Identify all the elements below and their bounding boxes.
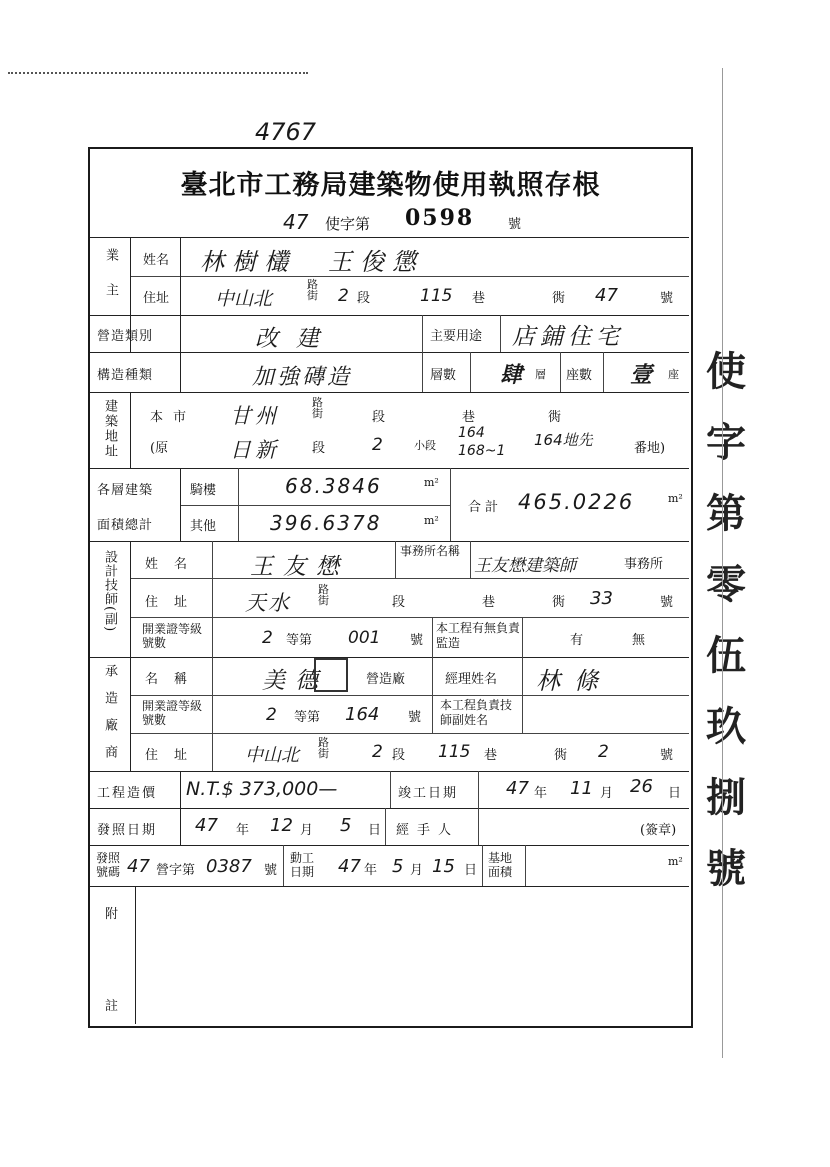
rule <box>432 657 433 733</box>
contractor-license-label: 開業證等級號數 <box>142 699 203 727</box>
contractor-lane-value: 115 <box>438 742 471 762</box>
permit-prefix: 使字第 <box>325 215 371 233</box>
designer-grade-value: 2 <box>262 628 273 648</box>
rule <box>180 468 181 541</box>
contractor-grade-label: 等第 <box>294 710 321 725</box>
margin-char: 伍 <box>706 632 746 679</box>
designer-road-value: 天水 <box>245 591 291 615</box>
issue-month-label: 月 <box>300 823 314 838</box>
rule <box>135 886 136 1024</box>
count-label: 座數 <box>566 368 593 383</box>
rule <box>90 657 689 658</box>
rule <box>500 315 501 352</box>
designer-office-label: 事務所名稱 <box>400 544 461 558</box>
rule <box>470 352 471 392</box>
completion-year: 47 <box>506 778 529 799</box>
margin-edge-line <box>722 68 723 1058</box>
margin-char: 字 <box>706 419 746 466</box>
engineer-label: 本工程負責技師副姓名 <box>440 698 513 727</box>
rule <box>180 237 181 315</box>
owner-name-label: 姓名 <box>143 253 170 268</box>
site-subsection-value: 2 <box>372 435 383 455</box>
designer-number-value: 33 <box>590 588 613 609</box>
rule <box>90 886 689 887</box>
count-value: 壹 <box>630 363 653 388</box>
designer-office-value: 王友懋建築師 <box>474 556 576 576</box>
rule <box>238 468 239 541</box>
contractor-alley-label: 衖 <box>554 748 568 763</box>
margin-stamp <box>706 340 766 894</box>
remarks-label-2: 註 <box>105 999 119 1014</box>
designer-license-suffix: 號 <box>410 633 424 648</box>
issue-year-label: 年 <box>236 823 250 838</box>
site-group-label: 建築地址 <box>102 399 117 459</box>
site-alley-label: 衖 <box>548 410 562 425</box>
start-date-label: 動工日期 <box>290 851 315 879</box>
rule <box>482 845 483 886</box>
rule <box>180 808 181 845</box>
issue-day: 5 <box>340 815 352 836</box>
completion-year-label: 年 <box>534 786 548 801</box>
rule <box>422 315 423 352</box>
base-area-unit: m² <box>668 855 683 868</box>
rule <box>180 505 450 506</box>
issue-year: 47 <box>195 815 218 836</box>
start-year-label: 年 <box>364 863 378 878</box>
owner-lane-value: 115 <box>420 286 453 306</box>
designer-road-label: 路 街 <box>318 583 329 607</box>
rule <box>130 733 689 734</box>
margin-char: 第 <box>706 490 746 537</box>
contractor-road-value: 中山北 <box>245 745 299 766</box>
total-area-unit: m² <box>668 492 683 505</box>
other-area-unit: m² <box>424 514 439 527</box>
structure-type-label: 構造種類 <box>97 368 154 383</box>
building-permit-label: 發照號碼 <box>96 851 121 879</box>
issue-date-label: 發照日期 <box>97 823 158 838</box>
completion-month-label: 月 <box>600 786 614 801</box>
owner-section-value: 2 <box>338 286 349 306</box>
owner-number-value: 47 <box>595 285 618 306</box>
floors-unit: 層 <box>535 368 546 381</box>
owner-road-value: 中山北 <box>215 288 273 310</box>
building-permit-year: 47 <box>127 856 150 877</box>
construction-category-label: 營造類別 <box>97 329 154 344</box>
rule <box>478 771 479 808</box>
construction-category-value: 改建 <box>255 326 337 352</box>
designer-number-label: 號 <box>660 595 674 610</box>
designer-license-value: 001 <box>348 628 381 648</box>
contractor-address-label: 住址 <box>145 748 204 763</box>
designer-address-label: 住址 <box>145 595 204 610</box>
contractor-number-label: 號 <box>660 748 674 763</box>
floor-area-label-1: 各層建築 <box>97 483 154 498</box>
total-area-label: 合計 <box>468 500 503 515</box>
contractor-grade-value: 2 <box>266 705 277 725</box>
owner-number-label: 號 <box>660 291 674 306</box>
structure-type-value: 加強磚造 <box>252 365 353 390</box>
designer-grade-label: 等第 <box>286 633 313 648</box>
document-title: 臺北市工務局建築物使用執照存根 <box>180 170 601 201</box>
site-road-label: 路 街 <box>312 396 323 420</box>
designer-license-label: 開業證等級號數 <box>142 622 203 650</box>
site-lot-label: 番地) <box>634 441 666 456</box>
contractor-section-label: 段 <box>392 748 406 763</box>
manager-label: 經理姓名 <box>445 672 498 687</box>
contractor-license-value: 164 <box>345 704 380 725</box>
supervise-yes: 有 <box>570 633 584 648</box>
margin-char: 使 <box>706 348 746 395</box>
designer-office-suffix: 事務所 <box>624 557 664 572</box>
site-duan-label: 段 <box>312 441 326 456</box>
rule <box>395 541 396 578</box>
contractor-section-value: 2 <box>372 742 383 762</box>
designer-section-label: 段 <box>392 595 406 610</box>
site-district-value: 日新 <box>230 438 280 462</box>
count-unit: 座 <box>668 368 679 381</box>
site-subsection-label: 小段 <box>414 439 436 452</box>
rule <box>130 578 689 579</box>
site-original-label: (原 <box>150 441 169 456</box>
cost-value: N.T.$ 373,000— <box>186 778 338 800</box>
scan-noise <box>8 72 308 74</box>
rule <box>90 541 689 542</box>
floors-value: 肆 <box>500 363 523 388</box>
supervise-label: 本工程有無負責監造 <box>436 621 521 650</box>
total-area-value: 465.0226 <box>518 490 635 514</box>
start-month-label: 月 <box>410 863 424 878</box>
contractor-number-value: 2 <box>598 742 609 762</box>
supervise-no: 無 <box>632 633 646 648</box>
handler-label: 經手人 <box>396 823 460 838</box>
contractor-name-label: 名稱 <box>145 672 204 687</box>
margin-char: 玖 <box>706 703 746 750</box>
contractor-road-label: 路 街 <box>318 736 329 760</box>
contractor-name-value: 美德 <box>262 668 328 694</box>
rule <box>390 771 391 808</box>
manager-value: 林條 <box>536 667 612 695</box>
start-day-label: 日 <box>464 863 478 878</box>
seal-label: (簽章) <box>640 823 677 838</box>
rule <box>560 352 561 392</box>
main-use-label: 主要用途 <box>430 329 483 344</box>
site-road-value: 甘州 <box>230 404 280 428</box>
floors-label: 層數 <box>430 368 457 383</box>
rule <box>525 845 526 886</box>
rule <box>450 468 451 541</box>
start-year: 47 <box>338 856 361 877</box>
owner-name-value: 林樹欉 王俊懲 <box>200 248 424 276</box>
completion-date-label: 竣工日期 <box>398 786 459 801</box>
contractor-group-label: 承造廠商 <box>102 664 117 772</box>
site-city-label: 本市 <box>150 410 197 425</box>
margin-char: 捌 <box>706 774 746 821</box>
permit-suffix: 號 <box>508 217 522 232</box>
rule <box>283 845 284 886</box>
archive-number: 4767 <box>255 118 317 146</box>
floor-area-label-2: 面積總計 <box>97 518 154 533</box>
building-permit-number: 0387 <box>206 856 252 877</box>
seal-stamp <box>314 658 348 692</box>
rule <box>180 315 181 392</box>
arcade-label: 騎樓 <box>190 483 217 498</box>
site-lot-1: 164 <box>458 425 485 441</box>
rule <box>522 617 523 657</box>
contractor-name-suffix: 營造廠 <box>366 672 406 687</box>
rule <box>470 541 471 578</box>
start-month: 5 <box>392 856 404 877</box>
arcade-value: 68.3846 <box>285 474 382 498</box>
arcade-unit: m² <box>424 476 439 489</box>
remarks-label-1: 附 <box>105 907 119 922</box>
issue-day-label: 日 <box>368 823 382 838</box>
cost-label: 工程造價 <box>97 786 158 801</box>
permit-year: 47 <box>283 210 309 234</box>
contractor-lane-label: 巷 <box>484 748 498 763</box>
rule <box>130 541 131 771</box>
designer-alley-label: 衖 <box>552 595 566 610</box>
designer-name-value: 王友懋 <box>250 554 349 580</box>
designer-name-label: 姓名 <box>145 557 204 572</box>
other-area-value: 396.6378 <box>270 511 382 535</box>
rule <box>432 617 433 657</box>
rule <box>180 771 181 808</box>
margin-char: 零 <box>706 561 746 608</box>
site-section-label: 段 <box>372 410 386 425</box>
designer-lane-label: 巷 <box>482 595 496 610</box>
margin-char: 號 <box>706 845 746 892</box>
rule <box>478 808 479 845</box>
completion-month: 11 <box>570 778 593 799</box>
completion-day: 26 <box>630 776 653 797</box>
start-day: 15 <box>432 856 455 877</box>
owner-lane-label: 巷 <box>472 291 486 306</box>
permit-number: 0598 <box>405 205 475 231</box>
owner-section-label: 段 <box>357 291 371 306</box>
rule <box>130 617 689 618</box>
contractor-license-suffix: 號 <box>408 710 422 725</box>
rule <box>385 808 386 845</box>
rule <box>522 657 523 733</box>
rule <box>422 352 423 392</box>
designer-group-label: 設計技師(副) <box>102 550 117 633</box>
rule <box>90 392 689 393</box>
rule <box>603 352 604 392</box>
completion-day-label: 日 <box>668 786 682 801</box>
other-area-label: 其他 <box>190 519 217 534</box>
owner-alley-label: 衖 <box>552 291 566 306</box>
rule <box>130 392 131 468</box>
main-use-value: 店鋪住宅 <box>512 324 624 350</box>
issue-month: 12 <box>270 815 293 836</box>
site-lot-2: 168~1 <box>458 443 506 459</box>
owner-group-label: 業主 <box>103 248 118 318</box>
building-permit-suffix: 號 <box>264 863 278 878</box>
rule <box>90 845 689 846</box>
site-lot-3: 164地先 <box>534 431 593 449</box>
base-area-label: 基地面積 <box>488 851 513 879</box>
site-lane-label: 巷 <box>462 410 476 425</box>
owner-address-label: 住址 <box>143 291 170 306</box>
rule <box>212 541 213 771</box>
building-permit-prefix: 營字第 <box>156 863 196 878</box>
owner-road-label: 路 街 <box>307 278 318 302</box>
